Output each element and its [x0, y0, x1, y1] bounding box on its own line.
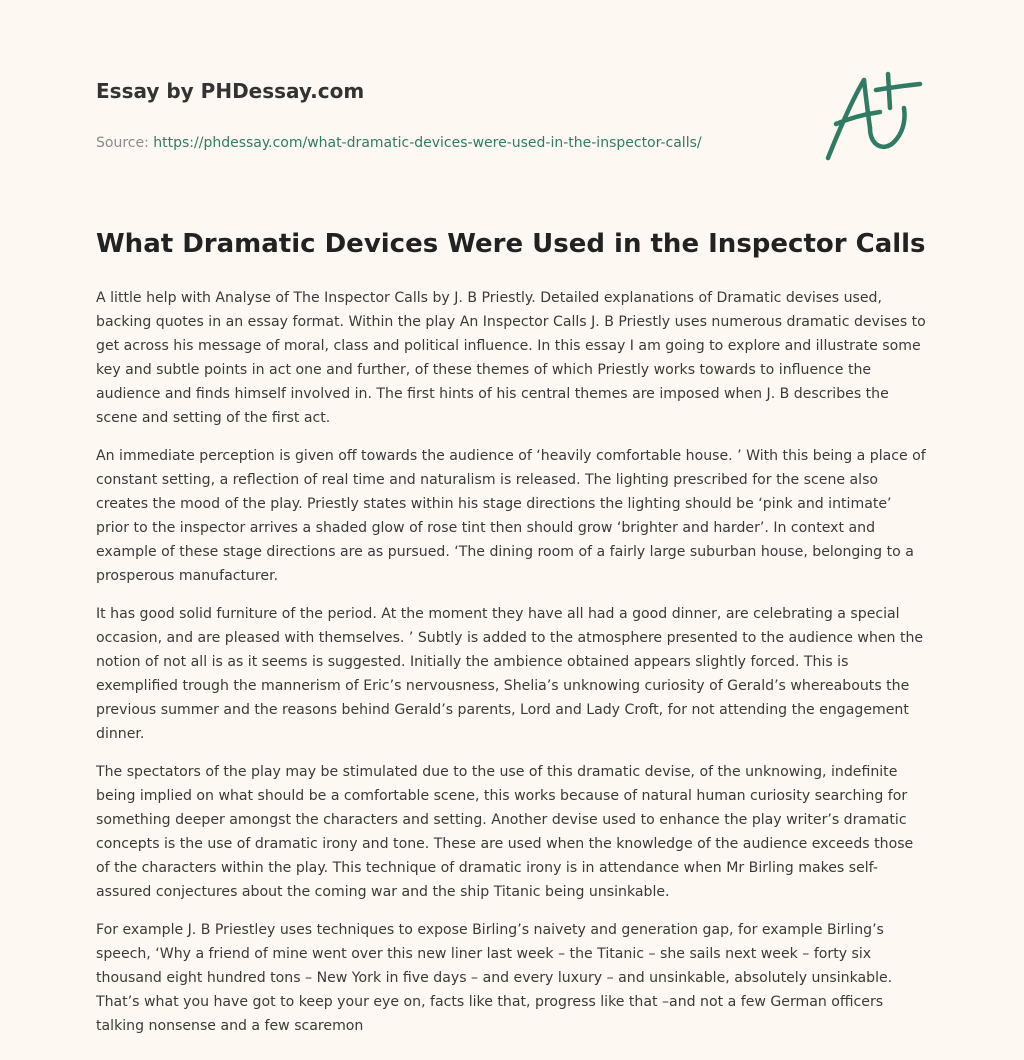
paragraph: An immediate perception is given off towards the audience of ‘heavily comfortable house. ’ With this being a place of constant setting, a reflection of real time and naturalism is released. The lighting prescribed for the scene also creates the mood of the play. Priestly states within his stage directions the lighting should be ‘pink and intimate’ prior to the inspector arrives a shaded glow of rose tint then should grow ‘brighter and harder’. In context and example of these stage directions are as pursued. ‘The dining room of a fairly large suburban house, belonging to a prosperous manufacturer. — [96, 448, 926, 584]
source-link[interactable]: https://phdessay.com/what-dramatic-devices-were-used-in-the-inspector-calls/ — [153, 135, 702, 151]
article-title: What Dramatic Devices Were Used in the Inspector Calls — [96, 229, 926, 259]
article-body — [96, 286, 928, 1052]
source-label: Source: — [96, 135, 149, 151]
paragraph: A little help with Analyse of The Inspector Calls by J. B Priestly. Detailed explanations of Dramatic devises used, backing quotes in an essay format. Within the play An Inspector Calls J. B Priestly uses numerous dramatic devises to get across his message of moral, class and political influence. In this essay I am going to explore and illustrate some key and subtle points in act one and further, of these themes of which Priestly works towards to influence the audience and finds himself involved in. The first hints of his central themes are imposed when J. B describes the scene and setting of the first act. — [96, 290, 926, 426]
paragraph: For example J. B Priestley uses techniques to expose Birling’s naivety and generation gap, for example Birling’s speech, ‘Why a friend of mine went over this new liner last week – the Titanic – she sails next week – forty six thousand eight hundred tons – New York in five days – and every luxury – and unsinkable, absolutely unsinkable. That’s what you have got to keep your eye on, facts like that, progress like that –and not a few German officers talking nonsense and a few scaremon — [96, 922, 893, 1034]
brand-title: Essay by PHDessay.com — [96, 79, 365, 103]
a-plus-logo-icon — [822, 68, 926, 162]
source-line — [96, 133, 796, 153]
paragraph: It has good solid furniture of the period. At the moment they have all had a good dinner, are celebrating a special occasion, and are pleased with themselves. ’ Subtly is added to the atmosphere presented to the audience when the notion of not all is as it seems is suggested. Initially the ambience obtained appears slightly forced. This is exemplified trough the mannerism of Eric’s nervousness, Shelia’s unknowing curiosity of Gerald’s whereabouts the previous summer and the reasons behind Gerald’s parents, Lord and Lady Croft, for not attending the engagement dinner. — [96, 606, 924, 742]
page-header — [96, 76, 796, 153]
paragraph: The spectators of the play may be stimulated due to the use of this dramatic devise, of the unknowing, indefinite being implied on what should be a comfortable scene, this works because of natural human curiosity searching for something deeper amongst the characters and setting. Another devise used to enhance the play writer’s dramatic concepts is the use of dramatic irony and tone. These are used when the knowledge of the audience exceeds those of the characters within the play. This technique of dramatic irony is in attendance when Mr Birling makes self-assured conjectures about the coming war and the ship Titanic being unsinkable. — [96, 764, 914, 900]
